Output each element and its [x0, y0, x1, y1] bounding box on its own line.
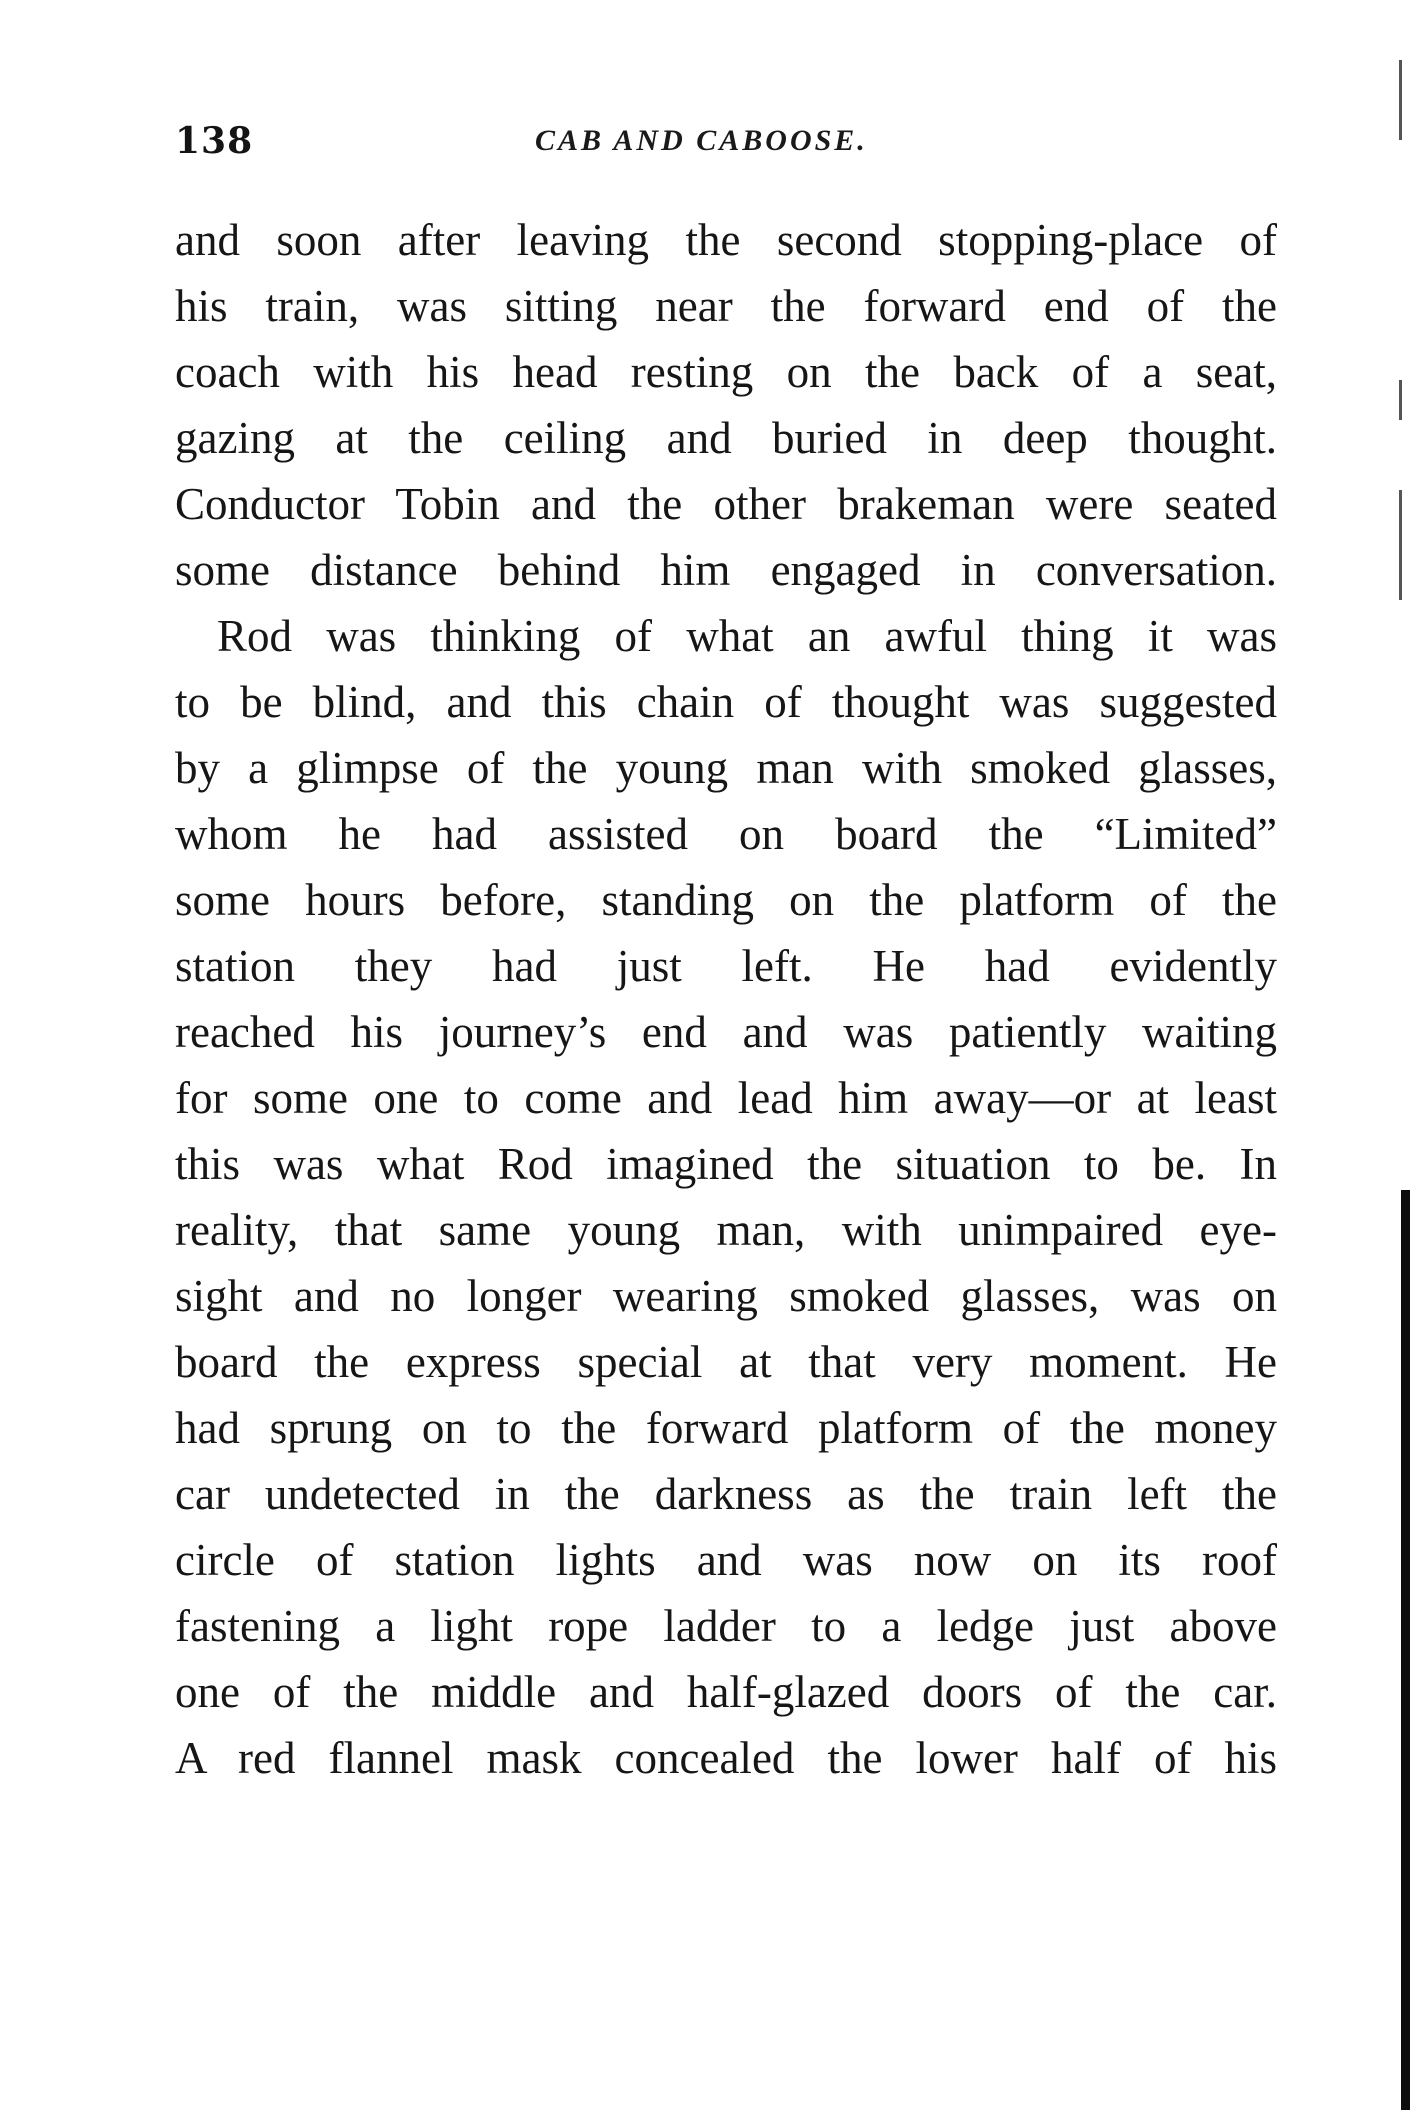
text-line: sight and no longer wearing smoked glasses, was on	[175, 1271, 1277, 1321]
text-line: A red flannel mask concealed the lower half of his	[175, 1733, 1277, 1783]
text-line: reached his journey’s end and was patiently waiting	[175, 1007, 1277, 1057]
text-line: to be blind, and this chain of thought was suggested	[175, 677, 1277, 727]
text-line: car undetected in the darkness as the train left the	[175, 1469, 1277, 1519]
text-line: coach with his head resting on the back of a seat,	[175, 347, 1277, 397]
text-line: this was what Rod imagined the situation to be. In	[175, 1139, 1277, 1189]
text-line: station they had just left. He had evidently	[175, 941, 1277, 991]
page-number: 138	[175, 120, 254, 162]
text-line: fastening a light rope ladder to a ledge just above	[175, 1601, 1277, 1651]
running-title: CAB AND CABOOSE.	[535, 124, 868, 157]
paragraph-first-line: Rod was thinking of what an awful thing it was	[217, 611, 1277, 661]
text-line: board the express special at that very moment. He	[175, 1337, 1277, 1387]
page-edge-binding	[1401, 1190, 1410, 2110]
text-line: some hours before, standing on the platform of the	[175, 875, 1277, 925]
text-line: gazing at the ceiling and buried in deep thought.	[175, 413, 1277, 463]
page-header	[175, 120, 1277, 170]
text-line: whom he had assisted on board the “Limited”	[175, 809, 1277, 859]
text-line: his train, was sitting near the forward end of the	[175, 281, 1277, 331]
text-line: for some one to come and lead him away—or at least	[175, 1073, 1277, 1123]
page-edge-shadow	[1399, 380, 1402, 420]
text-line: some distance behind him engaged in conversation.	[175, 545, 1277, 595]
text-line: had sprung on to the forward platform of the money	[175, 1403, 1277, 1453]
text-line: Conductor Tobin and the other brakeman were seated	[175, 479, 1277, 529]
text-line: reality, that same young man, with unimpaired eye-	[175, 1205, 1277, 1255]
text-line: and soon after leaving the second stopping-place of	[175, 215, 1277, 265]
page-edge-shadow	[1399, 60, 1402, 140]
body-text	[175, 207, 1277, 1791]
text-line: circle of station lights and was now on its roof	[175, 1535, 1277, 1585]
text-line: one of the middle and half-glazed doors of the car.	[175, 1667, 1277, 1717]
page-edge-shadow	[1399, 490, 1402, 600]
text-line: by a glimpse of the young man with smoked glasses,	[175, 743, 1277, 793]
